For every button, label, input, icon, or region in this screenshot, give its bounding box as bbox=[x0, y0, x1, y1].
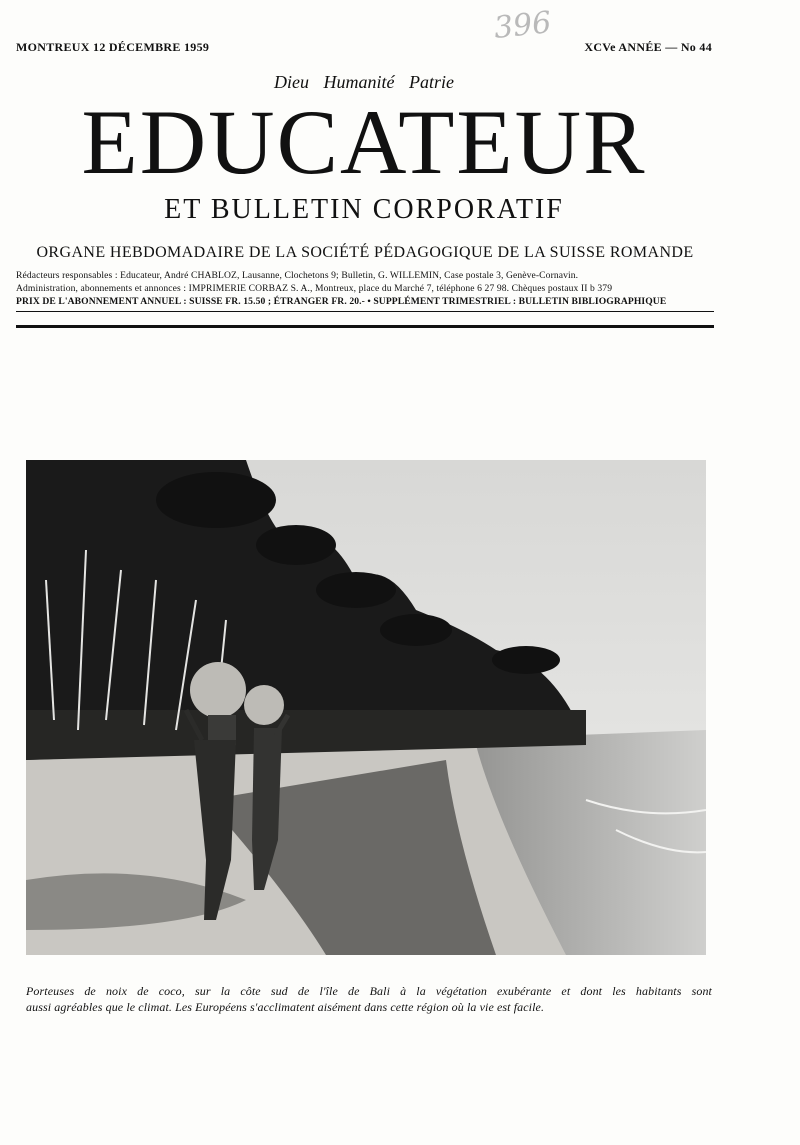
subscription-price-line: PRIX DE L'ABONNEMENT ANNUEL : SUISSE FR. 15.50 ; ÉTRANGER FR. 20.- • SUPPLÉMENT TRIMESTRIEL : BULLETIN BIBLIOGRAPHIQUE bbox=[16, 296, 667, 307]
masthead-subtitle: ET BULLETIN CORPORATIF bbox=[164, 194, 564, 225]
caption-line: Porteuses de noix de coco, sur la côte sud de l'île de Bali à la végétation exubérante et dont les habitants sont bbox=[26, 984, 712, 998]
organe-line: ORGANE HEBDOMADAIRE DE LA SOCIÉTÉ PÉDAGOGIQUE DE LA SUISSE ROMANDE bbox=[36, 244, 694, 261]
cover-photo bbox=[26, 460, 706, 955]
photo-caption bbox=[26, 983, 712, 1015]
issue-number: XCVe ANNÉE — No 44 bbox=[584, 40, 712, 54]
caption-line: aussi agréables que le climat. Les Européens s'acclimatent aisément dans cette région où la vie est facile. bbox=[26, 1000, 545, 1014]
divider-thick bbox=[16, 325, 714, 328]
masthead-title: EDUCATEUR bbox=[81, 91, 647, 193]
redacteurs-line: Rédacteurs responsables : Educateur, André CHABLOZ, Lausanne, Clochetons 9; Bulletin, G. WILLEMIN, Case postale 3, Genève-Cornavin. bbox=[16, 270, 579, 281]
masthead-motto: Dieu Humanité Patrie bbox=[274, 72, 454, 92]
handwritten-note: 396 bbox=[492, 5, 553, 46]
dateline: MONTREUX 12 DÉCEMBRE 1959 bbox=[16, 40, 210, 54]
administration-line: Administration, abonnements et annonces : IMPRIMERIE CORBAZ S. A., Montreux, place du Marché 7, téléphone 6 27 98. Chèques postaux II b 379 bbox=[16, 283, 613, 294]
divider-thin bbox=[16, 311, 714, 312]
